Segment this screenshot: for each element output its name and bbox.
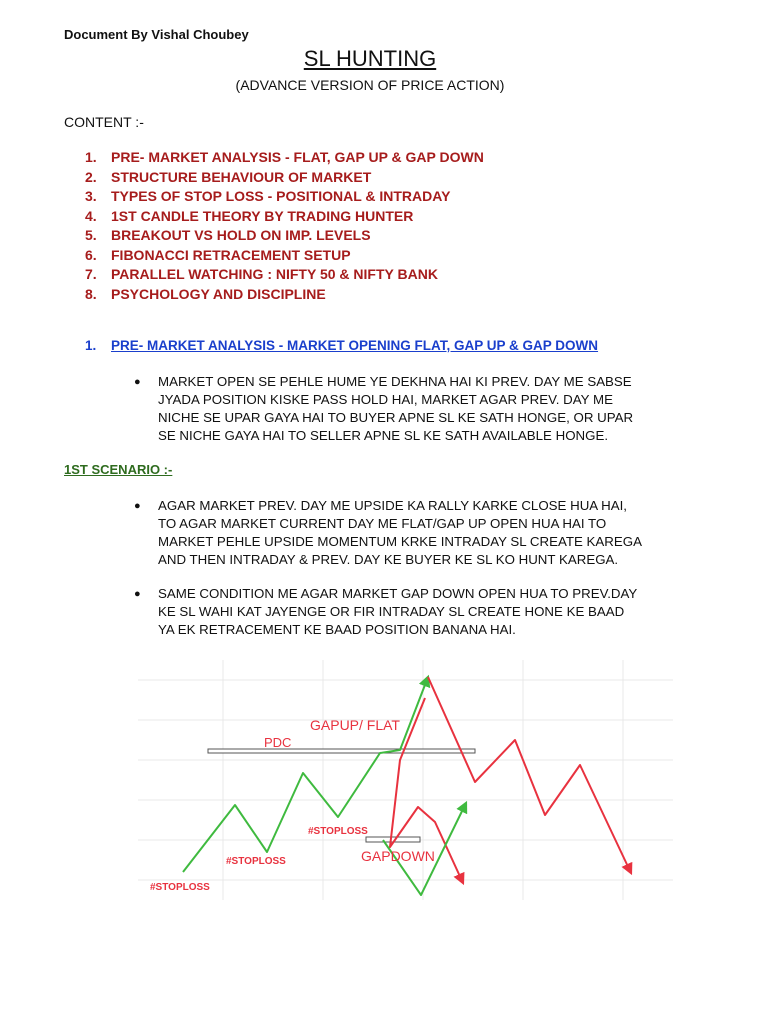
toc-item: 7. PARALLEL WATCHING : NIFTY 50 & NIFTY BANK	[85, 266, 438, 282]
content-label: CONTENT :-	[64, 114, 144, 130]
bullet-dot-icon: ●	[134, 376, 141, 388]
toc-item: 5. BREAKOUT VS HOLD ON IMP. LEVELS	[85, 227, 371, 243]
toc-item: 2. STRUCTURE BEHAVIOUR OF MARKET	[85, 168, 372, 185]
toc-item: 1. PRE- MARKET ANALYSIS - FLAT, GAP UP & GAP DOWN	[85, 149, 484, 165]
downtrend-path	[428, 677, 631, 873]
pdc-level-line	[208, 749, 475, 753]
toc-item: 3. TYPES OF STOP LOSS - POSITIONAL & INTRADAY	[85, 188, 451, 204]
sl-hunting-diagram	[128, 655, 678, 905]
bullet-dot-icon: ●	[134, 588, 141, 600]
section-heading-link[interactable]: 1. PRE- MARKET ANALYSIS - MARKET OPENING FLAT, GAP UP & GAP DOWN	[85, 338, 599, 353]
table-of-contents	[85, 148, 484, 304]
document-subtitle: (ADVANCE VERSION OF PRICE ACTION)	[235, 77, 505, 93]
label-gapup-flat: GAPUP/ FLAT	[310, 717, 400, 733]
scenario-heading: 1ST SCENARIO :-	[64, 462, 173, 477]
label-gapdown: GAPDOWN	[361, 848, 435, 864]
grid-lines	[138, 660, 673, 900]
label-pdc: PDC	[264, 735, 292, 750]
toc-item: 4. 1ST CANDLE THEORY BY TRADING HUNTER	[85, 207, 414, 224]
label-stoploss-1: #STOPLOSS	[308, 826, 368, 837]
bullet-dot-icon: ●	[134, 500, 141, 512]
label-stoploss-3: #STOPLOSS	[150, 882, 210, 893]
document-title: SL HUNTING	[303, 46, 437, 71]
label-stoploss-2: #STOPLOSS	[226, 856, 286, 867]
toc-item: 6. FIBONACCI RETRACEMENT SETUP	[85, 246, 351, 263]
author-line: Document By Vishal Choubey	[64, 27, 249, 42]
toc-item: 8. PSYCHOLOGY AND DISCIPLINE	[85, 285, 326, 302]
